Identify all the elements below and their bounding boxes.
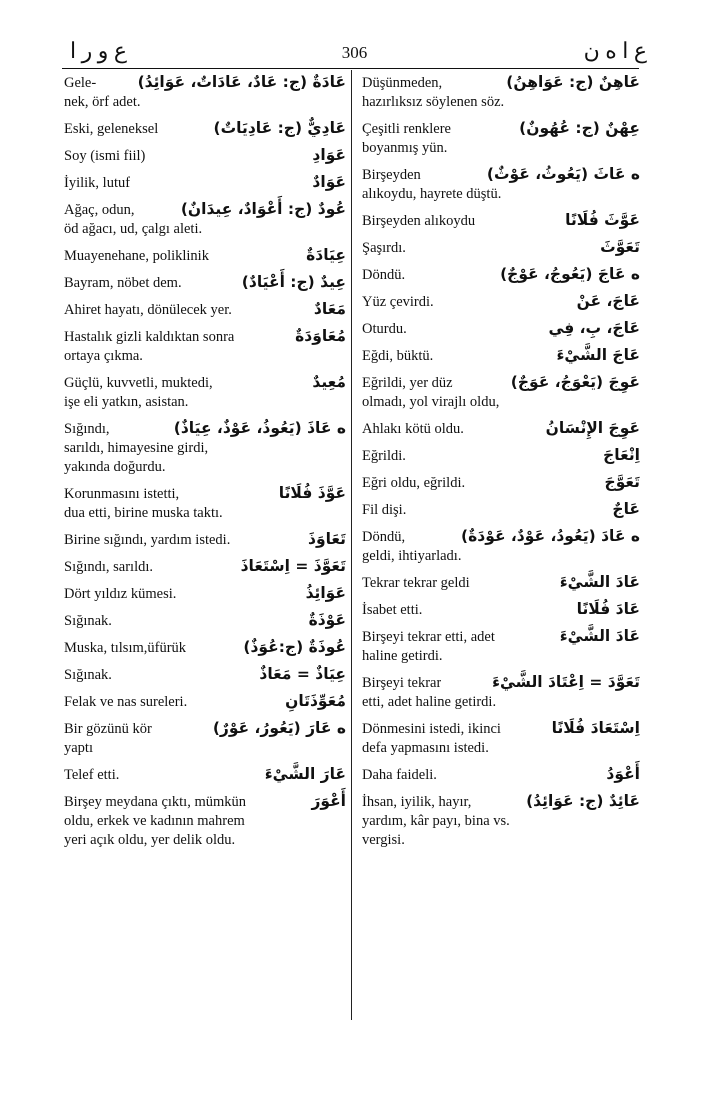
entry-translation: Birşeyi tekrar etti, adet <box>362 629 495 645</box>
entry-continuation-line: defa yapmasını istedi. <box>362 740 489 756</box>
entry-translation: Çeşitli renklere <box>362 121 451 137</box>
entry-translation: Fil dişi. <box>362 502 407 518</box>
entry-headline <box>362 237 640 258</box>
entry-translation: Birşey meydana çıktı, mümkün <box>64 794 247 810</box>
dictionary-entry <box>64 610 346 631</box>
entry-arabic-headword: عَاهِنٌ (ج: عَوَاهِنُ) <box>506 73 640 91</box>
entry-translation: Eğdi, büktü. <box>362 348 434 364</box>
entry-headline <box>64 718 346 739</box>
entry-arabic-headword: عَادَ الشَّيْءَ <box>559 573 640 591</box>
entry-translation: Bayram, nöbet dem. <box>64 275 182 291</box>
entry-translation: Birine sığındı, yardım istedi. <box>64 532 231 548</box>
entry-translation: Birşeyden alıkoydu <box>362 213 476 229</box>
dictionary-entry <box>64 118 346 139</box>
entry-headline <box>64 145 346 166</box>
dictionary-entry <box>64 199 346 239</box>
entry-continuation-line: haline getirdi. <box>362 648 443 664</box>
entry-translation: Muska, tılsım,üfürük <box>64 640 187 656</box>
entry-headline <box>362 372 640 393</box>
entry-translation: Ahlakı kötü oldu. <box>362 421 464 437</box>
entry-translation: Gele- <box>64 75 97 91</box>
dictionary-entry <box>362 791 640 850</box>
entry-arabic-headword: مُعَوِّذَتَانِ <box>285 692 346 710</box>
entry-headline <box>64 118 346 139</box>
entry-continuation-line: olmadı, yol virajlı oldu, <box>362 394 500 410</box>
entry-translation: Sığındı, <box>64 421 110 437</box>
dictionary-entry <box>362 210 640 231</box>
entry-arabic-headword: عَوِجَ (يَعْوَجُ، عَوَجٌ) <box>510 373 640 391</box>
entry-headline <box>362 291 640 312</box>
entry-arabic-headword: أَعْوَدُ <box>606 765 640 783</box>
entry-translation: Birşeyi tekrar <box>362 675 442 691</box>
entry-headline <box>362 499 640 520</box>
dictionary-entry <box>362 118 640 158</box>
entry-arabic-headword: عَوَادِ <box>312 146 346 164</box>
entry-translation: Ağaç, odun, <box>64 202 135 218</box>
entry-headline <box>64 529 346 550</box>
dictionary-entry <box>64 145 346 166</box>
entry-headline <box>64 610 346 631</box>
entry-continuation-line: dua etti, birine muska taktı. <box>64 505 223 521</box>
entry-arabic-headword: عَاجَ الشَّيْءَ <box>556 346 640 364</box>
entry-translation: Düşünmeden, <box>362 75 443 91</box>
entry-headline <box>64 664 346 685</box>
entry-translation: Oturdu. <box>362 321 407 337</box>
entry-arabic-headword: ه عَادَ (يَعُودُ، عَوْدٌ، عَوْدَةٌ) <box>461 527 640 545</box>
entry-headline <box>362 118 640 139</box>
dictionary-entry <box>64 326 346 366</box>
entry-headline <box>362 72 640 93</box>
dictionary-entry <box>362 318 640 339</box>
entry-continuation-line: alıkoydu, hayrete düştü. <box>362 186 502 202</box>
entry-headline <box>362 572 640 593</box>
entry-arabic-headword: عَادِيٌّ (ج: عَادِيَاتٌ) <box>213 119 346 137</box>
column-divider <box>351 70 352 1020</box>
entry-headline <box>362 791 640 812</box>
entry-arabic-headword: عُودٌ (ج: أَعْوَادٌ، عِيدَانٌ) <box>180 200 346 218</box>
entry-arabic-headword: اِسْتَعَادَ فُلَانًا <box>551 719 640 737</box>
entry-arabic-headword: مُعَاوَدَةٌ <box>295 327 346 345</box>
entry-arabic-headword: تَعَاوَذَ <box>308 530 346 548</box>
entry-translation: Döndü, <box>362 529 406 545</box>
entry-headline <box>362 210 640 231</box>
entry-continuation-line: etti, adet haline getirdi. <box>362 694 497 710</box>
entry-continuation-line: öd ağacı, ud, çalgı aleti. <box>64 221 203 237</box>
dictionary-entry <box>362 764 640 785</box>
entry-translation: Yüz çevirdi. <box>362 294 434 310</box>
entry-headline <box>64 299 346 320</box>
entry-arabic-headword: مُعِيدٌ <box>312 373 346 391</box>
entry-translation: Şaşırdı. <box>362 240 406 256</box>
dictionary-entry <box>362 445 640 466</box>
entry-arabic-headword: أَعْوَرَ <box>311 792 346 810</box>
dictionary-entry <box>362 372 640 412</box>
entry-arabic-headword: عِيَاذٌ = مَعَاذٌ <box>259 665 346 683</box>
entry-arabic-headword: عِيَادَةٌ <box>306 246 346 264</box>
entry-translation: Korunmasını istetti, <box>64 486 180 502</box>
entry-arabic-headword: عَائِدٌ (ج: عَوَائِدُ) <box>526 792 640 810</box>
entry-translation: Eski, geleneksel <box>64 121 159 137</box>
entry-arabic-headword: عَوَّثَ فُلَانًا <box>565 211 640 229</box>
entry-translation: Muayenehane, poliklinik <box>64 248 209 264</box>
dictionary-entry <box>64 483 346 523</box>
entry-continuation-line: vergisi. <box>362 832 405 848</box>
dictionary-entry <box>64 418 346 477</box>
entry-arabic-headword: عَاجٌ <box>612 500 640 518</box>
entry-translation: Hastalık gizli kaldıktan sonra <box>64 329 235 345</box>
entry-arabic-headword: عِيدٌ (ج: أَعْيَادٌ) <box>241 273 346 291</box>
header-right-guide-word: ع ا ه ن <box>583 38 647 63</box>
entry-arabic-headword: عَوْذَةٌ <box>308 611 346 629</box>
entry-arabic-headword: عَادَةٌ (ج: عَادٌ، عَادَاتٌ، عَوَائِدُ) <box>137 73 346 91</box>
entry-headline <box>64 556 346 577</box>
entry-translation: Dönmesini istedi, ikinci <box>362 721 501 737</box>
header-left-guide-word: ع و ر ا <box>70 38 127 63</box>
dictionary-entry <box>64 299 346 320</box>
entry-continuation-line: oldu, erkek ve kadının mahrem <box>64 813 245 829</box>
entry-arabic-headword: مَعَادٌ <box>313 300 346 318</box>
dictionary-entry <box>362 345 640 366</box>
entry-headline <box>362 318 640 339</box>
entry-headline <box>362 764 640 785</box>
entry-translation: Dört yıldız kümesi. <box>64 586 177 602</box>
entry-arabic-headword: تَعَوَّدَ = اِعْتَادَ الشَّيْءَ <box>492 673 640 691</box>
entry-arabic-headword: عَاجَ، عَنْ <box>576 292 640 310</box>
left-column <box>64 72 346 856</box>
entry-arabic-headword: تَعَوَّثَ <box>600 238 640 256</box>
entry-headline <box>362 445 640 466</box>
entry-translation: Telef etti. <box>64 767 120 783</box>
entry-headline <box>362 472 640 493</box>
entry-headline <box>64 483 346 504</box>
entry-arabic-headword: عَوَّذَ فُلَانًا <box>278 484 346 502</box>
entry-arabic-headword: عَاجَ، بِ، فِي <box>548 319 640 337</box>
dictionary-entry <box>64 556 346 577</box>
entry-continuation-line: işe eli yatkın, asistan. <box>64 394 189 410</box>
right-column <box>362 72 640 856</box>
entry-arabic-headword: عَادَ فُلَانًا <box>576 600 640 618</box>
dictionary-entry <box>64 272 346 293</box>
dictionary-entry <box>64 72 346 112</box>
entry-headline <box>362 418 640 439</box>
entry-translation: İsabet etti. <box>362 602 423 618</box>
entry-headline <box>362 345 640 366</box>
entry-translation: Sığındı, sarıldı. <box>64 559 154 575</box>
dictionary-entry <box>362 472 640 493</box>
entry-arabic-headword: ه عَاثَ (يَعُوثُ، عَوْثٌ) <box>486 165 640 183</box>
entry-headline <box>362 526 640 547</box>
entry-headline <box>64 245 346 266</box>
entry-continuation-line: ortaya çıkma. <box>64 348 143 364</box>
entry-translation: Soy (ismi fiil) <box>64 148 146 164</box>
entry-headline <box>362 672 640 693</box>
entry-translation: Sığınak. <box>64 667 112 683</box>
dictionary-entry <box>362 164 640 204</box>
entry-arabic-headword: تَعَوَّجَ <box>604 473 640 491</box>
entry-translation: Eğri oldu, eğrildi. <box>362 475 466 491</box>
entry-headline <box>64 272 346 293</box>
dictionary-entry <box>64 637 346 658</box>
entry-continuation-line: geldi, ihtiyarladı. <box>362 548 462 564</box>
entry-headline <box>64 172 346 193</box>
entry-continuation-line: nek, örf adet. <box>64 94 141 110</box>
entry-translation: Bir gözünü kör <box>64 721 152 737</box>
dictionary-entry <box>362 264 640 285</box>
entry-headline <box>362 599 640 620</box>
entry-headline <box>64 72 346 93</box>
dictionary-entry <box>362 718 640 758</box>
entry-headline <box>64 326 346 347</box>
dictionary-entry <box>362 626 640 666</box>
entry-translation: Tekrar tekrar geldi <box>362 575 470 591</box>
entry-translation: Eğrildi, yer düz <box>362 375 453 391</box>
dictionary-entry <box>362 72 640 112</box>
header-rule <box>62 68 639 69</box>
entry-arabic-headword: عَوَادٌ <box>312 173 346 191</box>
entry-headline <box>362 164 640 185</box>
entry-arabic-headword: عَوِجَ الإِنْسَانُ <box>545 419 640 437</box>
page-number: 306 <box>341 43 368 62</box>
dictionary-entry <box>64 245 346 266</box>
entry-arabic-headword: اِنْعَاجَ <box>603 446 640 464</box>
dictionary-entry <box>64 764 346 785</box>
entry-headline <box>64 418 346 439</box>
entry-continuation-line: yardım, kâr payı, bina vs. <box>362 813 510 829</box>
entry-headline <box>64 372 346 393</box>
dictionary-entry <box>362 672 640 712</box>
dictionary-entry <box>64 583 346 604</box>
entry-arabic-headword: عَوَائِذُ <box>305 584 346 602</box>
entry-arabic-headword: ه عَاجَ (يَعُوجُ، عَوْجٌ) <box>500 265 640 283</box>
entry-headline <box>64 199 346 220</box>
entry-arabic-headword: ه عَاذَ (يَعُوذُ، عَوْذٌ، عِيَاذٌ) <box>173 419 346 437</box>
entry-continuation-line: hazırlıksız söylenen söz. <box>362 94 505 110</box>
entry-arabic-headword: عِهْنٌ (ج: عُهُونٌ) <box>519 119 640 137</box>
entry-continuation-line: sarıldı, himayesine girdi, <box>64 440 209 456</box>
dictionary-entry <box>362 418 640 439</box>
entry-translation: Eğrildi. <box>362 448 406 464</box>
entry-headline <box>64 583 346 604</box>
dictionary-entry <box>64 718 346 758</box>
entry-headline <box>64 791 346 812</box>
dictionary-entry <box>64 791 346 850</box>
entry-headline <box>64 691 346 712</box>
entry-headline <box>362 626 640 647</box>
entry-headline <box>64 764 346 785</box>
entry-continuation-line: yakında doğurdu. <box>64 459 166 475</box>
dictionary-entry <box>64 529 346 550</box>
entry-translation: İyilik, lutuf <box>64 175 131 191</box>
entry-headline <box>362 264 640 285</box>
entry-translation: Döndü. <box>362 267 406 283</box>
dictionary-entry <box>362 499 640 520</box>
entry-translation: Güçlü, kuvvetli, muktedi, <box>64 375 213 391</box>
entry-translation: Birşeyden <box>362 167 421 183</box>
dictionary-entry <box>362 237 640 258</box>
dictionary-entry <box>64 691 346 712</box>
dictionary-entry <box>362 572 640 593</box>
entry-headline <box>362 718 640 739</box>
entry-arabic-headword: عَارَ الشَّيْءَ <box>264 765 346 783</box>
entry-arabic-headword: تَعَوَّذَ = اِسْتَعَاذَ <box>240 557 346 575</box>
dictionary-entry <box>64 172 346 193</box>
entry-arabic-headword: عُوذَةٌ (ج:عُوَذٌ) <box>243 638 346 656</box>
entry-continuation-line: yeri açık oldu, yer delik oldu. <box>64 832 236 848</box>
entry-arabic-headword: ه عَارَ (يَعُورُ، عَوْرٌ) <box>212 719 346 737</box>
dictionary-entry <box>64 664 346 685</box>
entry-headline <box>64 637 346 658</box>
entry-arabic-headword: عَادَ الشَّيْءَ <box>559 627 640 645</box>
entry-translation: Felak ve nas sureleri. <box>64 694 188 710</box>
entry-continuation-line: boyanmış yün. <box>362 140 448 156</box>
dictionary-entry <box>64 372 346 412</box>
dictionary-entry <box>362 291 640 312</box>
dictionary-entry <box>362 526 640 566</box>
dictionary-entry <box>362 599 640 620</box>
entry-translation: Sığınak. <box>64 613 112 629</box>
entry-continuation-line: yaptı <box>64 740 93 756</box>
entry-translation: İhsan, iyilik, hayır, <box>362 794 472 810</box>
entry-translation: Ahiret hayatı, dönülecek yer. <box>64 302 232 318</box>
entry-translation: Daha faideli. <box>362 767 437 783</box>
